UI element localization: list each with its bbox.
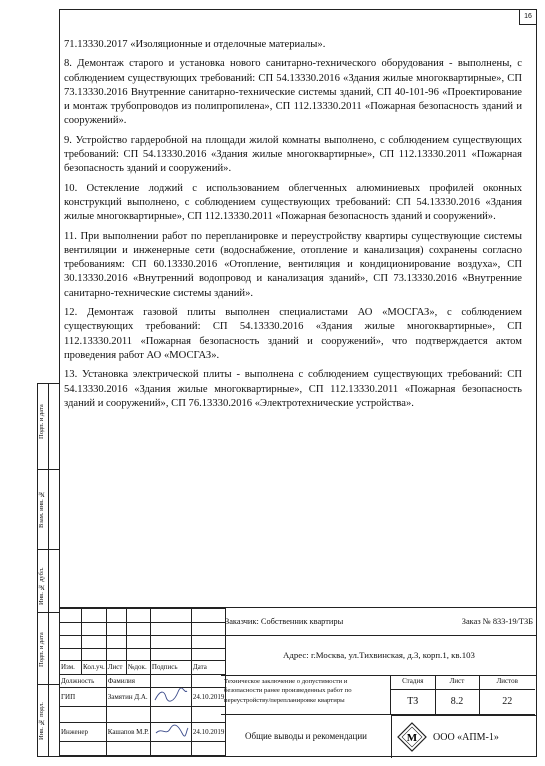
side-stamp-strip (37, 383, 59, 757)
customer-row (221, 608, 537, 636)
sheets-label: Листов (479, 675, 535, 689)
sheet-label: Лист (435, 675, 479, 689)
paragraph: 71.13330.2017 «Изоляционные и отделочные материалы». (64, 39, 326, 50)
organization-name: ООО «АПМ-1» (433, 732, 499, 743)
document-body (64, 38, 522, 416)
side-label: Инв. № дубл. (38, 567, 45, 605)
side-label: Подп. и дата (38, 632, 45, 668)
side-label: Инв. № подл. (38, 702, 45, 740)
sheet-value: 8.2 (435, 689, 479, 714)
sheets-value: 22 (479, 689, 535, 714)
name-cell: Замятин Д.А. (106, 688, 150, 707)
company-logo-icon (397, 722, 427, 752)
signature-mark (152, 688, 190, 703)
title-block-info (221, 608, 537, 758)
paragraph: 9. Устройство гардеробной на площади жилой комнаты выполнено, с соблюдением существующих требований: СП 54.13330.2016 «Здания жилые многоквартирные», СП 112.13330.2011 «Пожарная безопасность зданий и сооружений». (64, 134, 522, 175)
stage-grid (391, 675, 537, 715)
side-label: Взам. инв. № (38, 490, 45, 528)
side-label: Подп. и дата (38, 404, 45, 440)
document-description: Техническое заключение о допустимости и безопасности ранее произведенных работ по переустройству/перепланировке квартиры (221, 675, 391, 715)
stage-label: Стадия (391, 675, 435, 689)
col-header: Дата (191, 661, 226, 675)
col-header: Подпись (150, 661, 191, 675)
col-header: Кол.уч. (82, 661, 107, 675)
paragraph: 13. Установка электрической плиты - выполнена с соблюдением существующих требований: СП 54.13330.2016 «Здания жилые многоквартирные», СП 112.13330.2011 «Пожарная безопасность зданий и сооружений», СП 76.13330.2016 «Электротехнические устройства». (64, 369, 522, 409)
col-header: Лист (106, 661, 126, 675)
role-cell: Инженер (60, 723, 107, 742)
col-header: №док. (126, 661, 150, 675)
paragraph: 10. Остекление лоджий с использованием облегченных алюминиевых профилей оконных конструкций выполнено, с соблюдением существующих требований: СП 54.13330.2016 «Здания жилые многоквартирные», СП 112.13330.2011 «Пожарная безопасность зданий и сооружений». (64, 182, 522, 223)
organization-cell (391, 715, 537, 759)
stage-value: ТЗ (391, 689, 435, 714)
signature-mark (152, 723, 190, 738)
paragraph: 12. Демонтаж газовой плиты выполнен специалистами АО «МОСГАЗ», с соблюдением существующих требований: СП 54.13330.2016 «Здания жилые многоквартирные», СП 112.13330.2011 «Пожарная безопасность зданий и сооружений», что подтверждается актом проведения работ АО «МОСГАЗ». (64, 307, 522, 361)
signature (150, 688, 191, 707)
date-cell: 24.10.2019 (191, 688, 226, 707)
role-cell: ГИП (60, 688, 107, 707)
paragraph: 11. При выполнении работ по перепланировке и переустройству квартиры существующие системы вентиляции и инженерные сети (водоснабжение, отопление и канализация) сохранены согласно требованиям: СП 60.13330.2016 «Отопление, вентиляция и кондиционирование воздуха», СП 30.13330.2016 «Внутренний водопровод и канализация зданий», СП 73.13330.2016 «Внутренние санитарно-технические системы зданий». (64, 230, 522, 299)
col-header: Изм. (60, 661, 82, 675)
address: Адрес: г.Москва, ул.Тихвинская, д.3, корп.1, кв.103 (221, 635, 537, 676)
title-block (59, 607, 537, 757)
date-cell: 24.10.2019 (191, 723, 226, 742)
revision-grid (59, 608, 226, 756)
section-title: Общие выводы и рекомендации (221, 715, 392, 758)
role-header: Должность (60, 675, 107, 688)
paragraph: 8. Демонтаж старого и установка нового санитарно-технического оборудования - выполнены, с соблюдением существующих требований: СП 54.13330.2016 «Здания жилые многоквартирные», СП 73.13330.2016 Внутренние санитарно-технические системы зданий, СП 40-101-96 «Проектирование и монтаж трубопроводов из полипропилена», СП 112.13330.2011 «Пожарная безопасность зданий и сооружений». (64, 58, 522, 127)
name-cell: Кашапов М.Р. (106, 723, 150, 742)
order-number: Заказ № 833-19/ТЗБ (461, 617, 533, 626)
signature (150, 723, 191, 742)
page-number: 16 (519, 10, 536, 25)
logo-letter: М (406, 732, 418, 744)
name-header: Фамилия (106, 675, 150, 688)
customer: Заказчик: Собственник квартиры (225, 617, 344, 626)
